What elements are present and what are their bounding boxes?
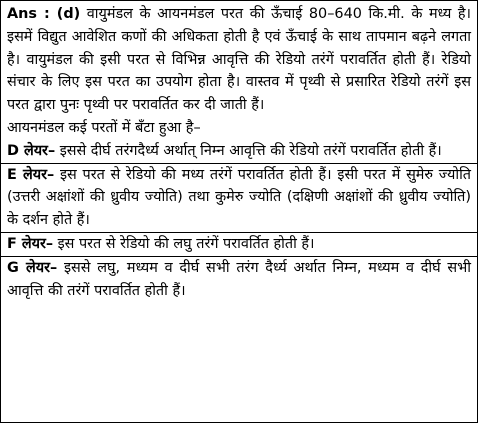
layers-intro: आयनमंडल कई परतों में बँटा हुआ है–: [7, 119, 201, 136]
layer-e: [7, 164, 471, 232]
layer-g: [7, 257, 471, 303]
layer-f: [7, 233, 471, 256]
layer-f-label: F लेयर–: [7, 235, 54, 252]
layer-g-label: G लेयर–: [7, 259, 58, 276]
layer-e-label: E लेयर–: [7, 166, 55, 183]
answer-label: Ans : (d): [7, 6, 81, 22]
answer-paragraph: [7, 3, 471, 117]
layer-e-text: इस परत से रेडियो की मध्य तरंगें परावर्तित होती हैं। इसी परत में सुमेरु ज्योति (उत्तरी अक्षांशों की ध्रुवीय ज्योति) तथा कुमेरु ज्योति (दक्षिणी अक्षांशों की ध्रुवीय ज्योति) के दर्शन होते हैं।: [7, 166, 471, 229]
layer-g-text: इससे लघु, मध्यम व दीर्घ सभी तरंग दैर्ध्य अर्थात निम्न, मध्यम व दीर्घ सभी आवृत्ति की तरंगें परावर्तित होती हैं।: [7, 259, 471, 299]
layer-d-text: इससे दीर्घ तरंगदैर्ध्य अर्थात् निम्न आवृत्ति की रेडियो तरंगें परावर्तित होती हैं।: [55, 142, 442, 159]
answer-text: वायुमंडल के आयनमंडल परत की ऊँचाई 80–640 कि.मी. के मध्य है। इसमें विद्युत आवेशित कणों की अधिकता होती है एवं ऊँचाई के साथ तापमान बढ़ने लगता है। वायुमंडल की इसी परत से विभिन्न आवृत्ति की रेडियो तरंगें परावर्तित होती हैं। रेडियो संचार के लिए इस परत का उपयोग होता है। वास्तव में पृथ्वी से प्रसारित रेडियो तरंगें इस परत द्वारा पुनः पृथ्वी पर परावर्तित कर दी जाती हैं।: [7, 6, 472, 114]
layer-f-text: इस परत से रेडियो की लघु तरंगें परावर्तित होती हैं।: [53, 235, 315, 252]
layer-d: [7, 140, 471, 163]
layer-d-label: D लेयर–: [7, 142, 56, 159]
